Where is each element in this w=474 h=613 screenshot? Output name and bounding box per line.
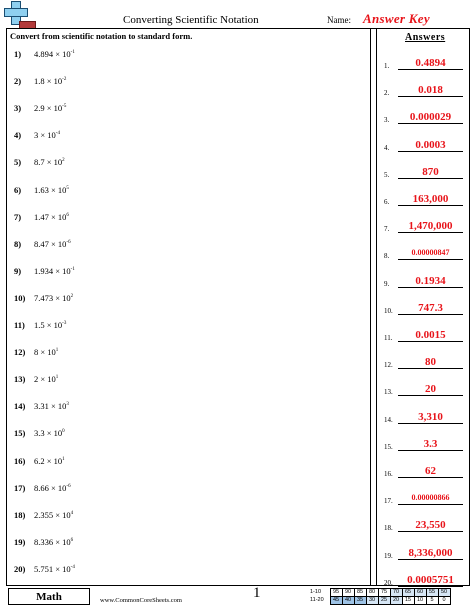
- problem-number: 16): [14, 455, 26, 466]
- answer-value: 1,470,000: [398, 220, 463, 233]
- answer-number: 12.: [384, 361, 393, 370]
- score-cell: 40: [342, 597, 354, 605]
- problem-exponent: 6: [66, 212, 69, 218]
- problem-base: 2.9 × 10: [34, 103, 63, 114]
- score-cell: 85: [354, 589, 366, 597]
- score-cell: 80: [366, 589, 378, 597]
- problem-exponent: -4: [70, 564, 75, 570]
- problem-exponent: -4: [55, 131, 60, 137]
- problem-number: 2): [14, 76, 22, 87]
- problem-item: [14, 347, 58, 361]
- score-cell: 5: [426, 597, 438, 605]
- score-cell: 20: [390, 597, 402, 605]
- problem-number: 8): [14, 238, 22, 249]
- problem-item: [14, 374, 58, 388]
- answer-value: 0.00000847: [398, 247, 463, 260]
- score-cell: 50: [438, 589, 450, 597]
- answer-value: 747.3: [398, 302, 463, 315]
- problem-exponent: 1: [55, 375, 59, 381]
- score-row-label: 1-10: [310, 589, 322, 595]
- problem-base: 5.751 × 10: [34, 563, 71, 574]
- problem-number: 12): [14, 347, 26, 358]
- problem-number: 19): [14, 536, 26, 547]
- problem-item: [14, 76, 66, 90]
- problem-base: 3.31 × 10: [34, 401, 67, 412]
- problem-item: [14, 103, 66, 117]
- answer-number: 5.: [384, 170, 390, 179]
- score-row-label: 11-20: [310, 597, 324, 603]
- answer-number: 16.: [384, 470, 393, 478]
- problem-number: 7): [14, 211, 22, 222]
- answer-value: 0.018: [398, 84, 463, 97]
- problem-exponent: -6: [66, 239, 71, 245]
- score-cell: 0: [438, 597, 450, 605]
- answer-value: 23,550: [398, 519, 463, 532]
- problem-exponent: 6: [70, 537, 74, 543]
- score-cell: 75: [378, 589, 390, 597]
- score-cell: 35: [354, 597, 366, 605]
- score-cell: 90: [342, 589, 354, 597]
- problem-exponent: -5: [62, 104, 67, 110]
- answer-column-divider: [370, 28, 371, 586]
- problem-number: 17): [14, 482, 26, 493]
- problem-base: 2.355 × 10: [34, 509, 71, 520]
- problem-base: 8 × 10: [34, 347, 56, 358]
- score-cell: 60: [414, 589, 426, 597]
- answers-heading: Answers: [405, 32, 446, 43]
- problem-number: 3): [14, 103, 22, 114]
- problem-base: 8.336 × 10: [34, 536, 71, 547]
- answer-number: 6.: [384, 198, 390, 206]
- problem-exponent: -1: [70, 50, 75, 55]
- answer-value: 0.0015: [398, 329, 463, 342]
- problem-exponent: 0: [62, 429, 65, 435]
- problem-number: 18): [14, 509, 26, 520]
- problem-item: [14, 239, 71, 253]
- problem-exponent: -2: [62, 77, 67, 83]
- score-cell: 30: [366, 597, 378, 605]
- problem-item: [14, 564, 75, 578]
- problem-exponent: 4: [70, 510, 74, 516]
- answer-number: 15.: [384, 442, 393, 451]
- problem-item: [14, 185, 69, 199]
- problem-item: [14, 537, 73, 551]
- score-cell: 15: [402, 597, 414, 605]
- problem-exponent: -1: [70, 266, 75, 272]
- answer-value: 0.0003: [398, 139, 463, 152]
- problem-exponent: 3: [66, 402, 69, 408]
- problem-base: 3.3 × 10: [34, 428, 63, 439]
- answer-value: 80: [398, 356, 463, 369]
- problem-base: 8.7 × 10: [34, 157, 63, 168]
- problem-item: [14, 483, 71, 497]
- problem-item: [14, 320, 66, 334]
- page-number: 1: [253, 585, 261, 601]
- score-cell: 55: [426, 589, 438, 597]
- answer-number: 10.: [384, 306, 393, 315]
- problem-item: [14, 157, 65, 171]
- logo-cross-horizontal: [4, 8, 28, 17]
- answer-value: 20: [398, 383, 463, 396]
- answer-number: 2.: [384, 89, 390, 98]
- answer-number: 8.: [384, 252, 390, 261]
- problem-exponent: 2: [70, 293, 74, 299]
- website-url: www.CommonCoreSheets.com: [100, 597, 182, 604]
- problem-item: [14, 130, 60, 144]
- answer-number: 9.: [384, 279, 390, 288]
- name-label: Name:: [327, 15, 351, 25]
- answer-value: 0.4894: [398, 57, 463, 70]
- answer-number: 4.: [384, 143, 390, 152]
- problem-exponent: 2: [62, 158, 65, 164]
- problem-item: [14, 428, 65, 442]
- problem-base: 1.934 × 10: [34, 265, 71, 276]
- answer-number: 19.: [384, 551, 393, 560]
- answer-number: 11.: [384, 334, 393, 342]
- score-table: [310, 588, 451, 605]
- problem-number: 6): [14, 184, 22, 195]
- problem-base: 2 × 10: [34, 374, 56, 385]
- answer-value: 3.3: [398, 438, 463, 451]
- score-row: [310, 597, 450, 605]
- commoncoresheets-logo: [3, 1, 37, 31]
- instructions: Convert from scientific notation to standard form.: [10, 31, 193, 41]
- answer-value: 0.1934: [398, 275, 463, 288]
- problem-base: 1.47 × 10: [34, 211, 67, 222]
- problem-number: 14): [14, 401, 26, 412]
- problem-base: 3 × 10: [34, 130, 56, 141]
- answer-number: 14.: [384, 415, 393, 424]
- problem-item: [14, 49, 75, 63]
- problem-number: 15): [14, 428, 26, 439]
- problem-item: [14, 212, 69, 226]
- problem-base: 1.5 × 10: [34, 320, 63, 330]
- worksheet-title: Converting Scientific Notation: [123, 14, 259, 26]
- problem-item: [14, 510, 73, 524]
- subject-label: Math: [8, 588, 90, 605]
- answer-number: 20.: [384, 578, 393, 587]
- problem-number: 4): [14, 130, 22, 141]
- answer-value: 3,310: [398, 411, 463, 424]
- score-cell: 95: [330, 589, 342, 597]
- problem-base: 7.473 × 10: [34, 292, 71, 303]
- answer-number: 18.: [384, 524, 393, 533]
- problem-exponent: -6: [66, 483, 71, 489]
- problem-number: 1): [14, 49, 22, 59]
- answer-value: 8,336,000: [398, 547, 463, 560]
- problem-item: [14, 293, 73, 307]
- problem-item: [14, 456, 65, 470]
- score-cell: 25: [378, 597, 390, 605]
- problem-base: 8.47 × 10: [34, 238, 67, 249]
- problem-number: 5): [14, 157, 22, 168]
- problem-number: 20): [14, 563, 26, 574]
- answer-number: 17.: [384, 497, 393, 506]
- answer-number: 7.: [384, 225, 390, 234]
- answer-key-heading: Answer Key: [363, 11, 430, 26]
- problem-number: 11): [14, 320, 25, 330]
- answer-value: 0.000029: [398, 111, 463, 124]
- score-cell: 45: [330, 597, 342, 605]
- problem-item: [14, 266, 75, 280]
- answer-value: 0.00000866: [398, 492, 463, 505]
- problem-number: 9): [14, 265, 22, 276]
- problem-exponent: -3: [62, 321, 67, 326]
- answer-value: 0.0005751: [398, 574, 463, 587]
- score-row: [310, 589, 450, 597]
- problem-number: 10): [14, 292, 26, 303]
- score-cell: 10: [414, 597, 426, 605]
- problem-base: 6.2 × 10: [34, 455, 63, 466]
- problem-number: 13): [14, 374, 26, 385]
- problem-exponent: 1: [62, 456, 65, 462]
- problem-base: 8.66 × 10: [34, 482, 67, 493]
- answer-number: 1.: [384, 62, 390, 70]
- score-cell: 65: [402, 589, 414, 597]
- problem-item: [14, 401, 69, 415]
- problem-exponent: 5: [66, 185, 69, 191]
- problem-base: 4.894 × 10: [34, 49, 71, 59]
- answer-number: 3.: [384, 116, 390, 125]
- problem-base: 1.8 × 10: [34, 76, 63, 87]
- problem-exponent: 1: [55, 348, 59, 354]
- answer-number: 13.: [384, 388, 393, 397]
- problem-base: 1.63 × 10: [34, 184, 67, 195]
- answer-value: 62: [398, 465, 463, 478]
- score-cell: 70: [390, 589, 402, 597]
- answer-value: 870: [398, 166, 463, 179]
- answer-column-divider-inner: [376, 28, 377, 586]
- answer-value: 163,000: [398, 193, 463, 206]
